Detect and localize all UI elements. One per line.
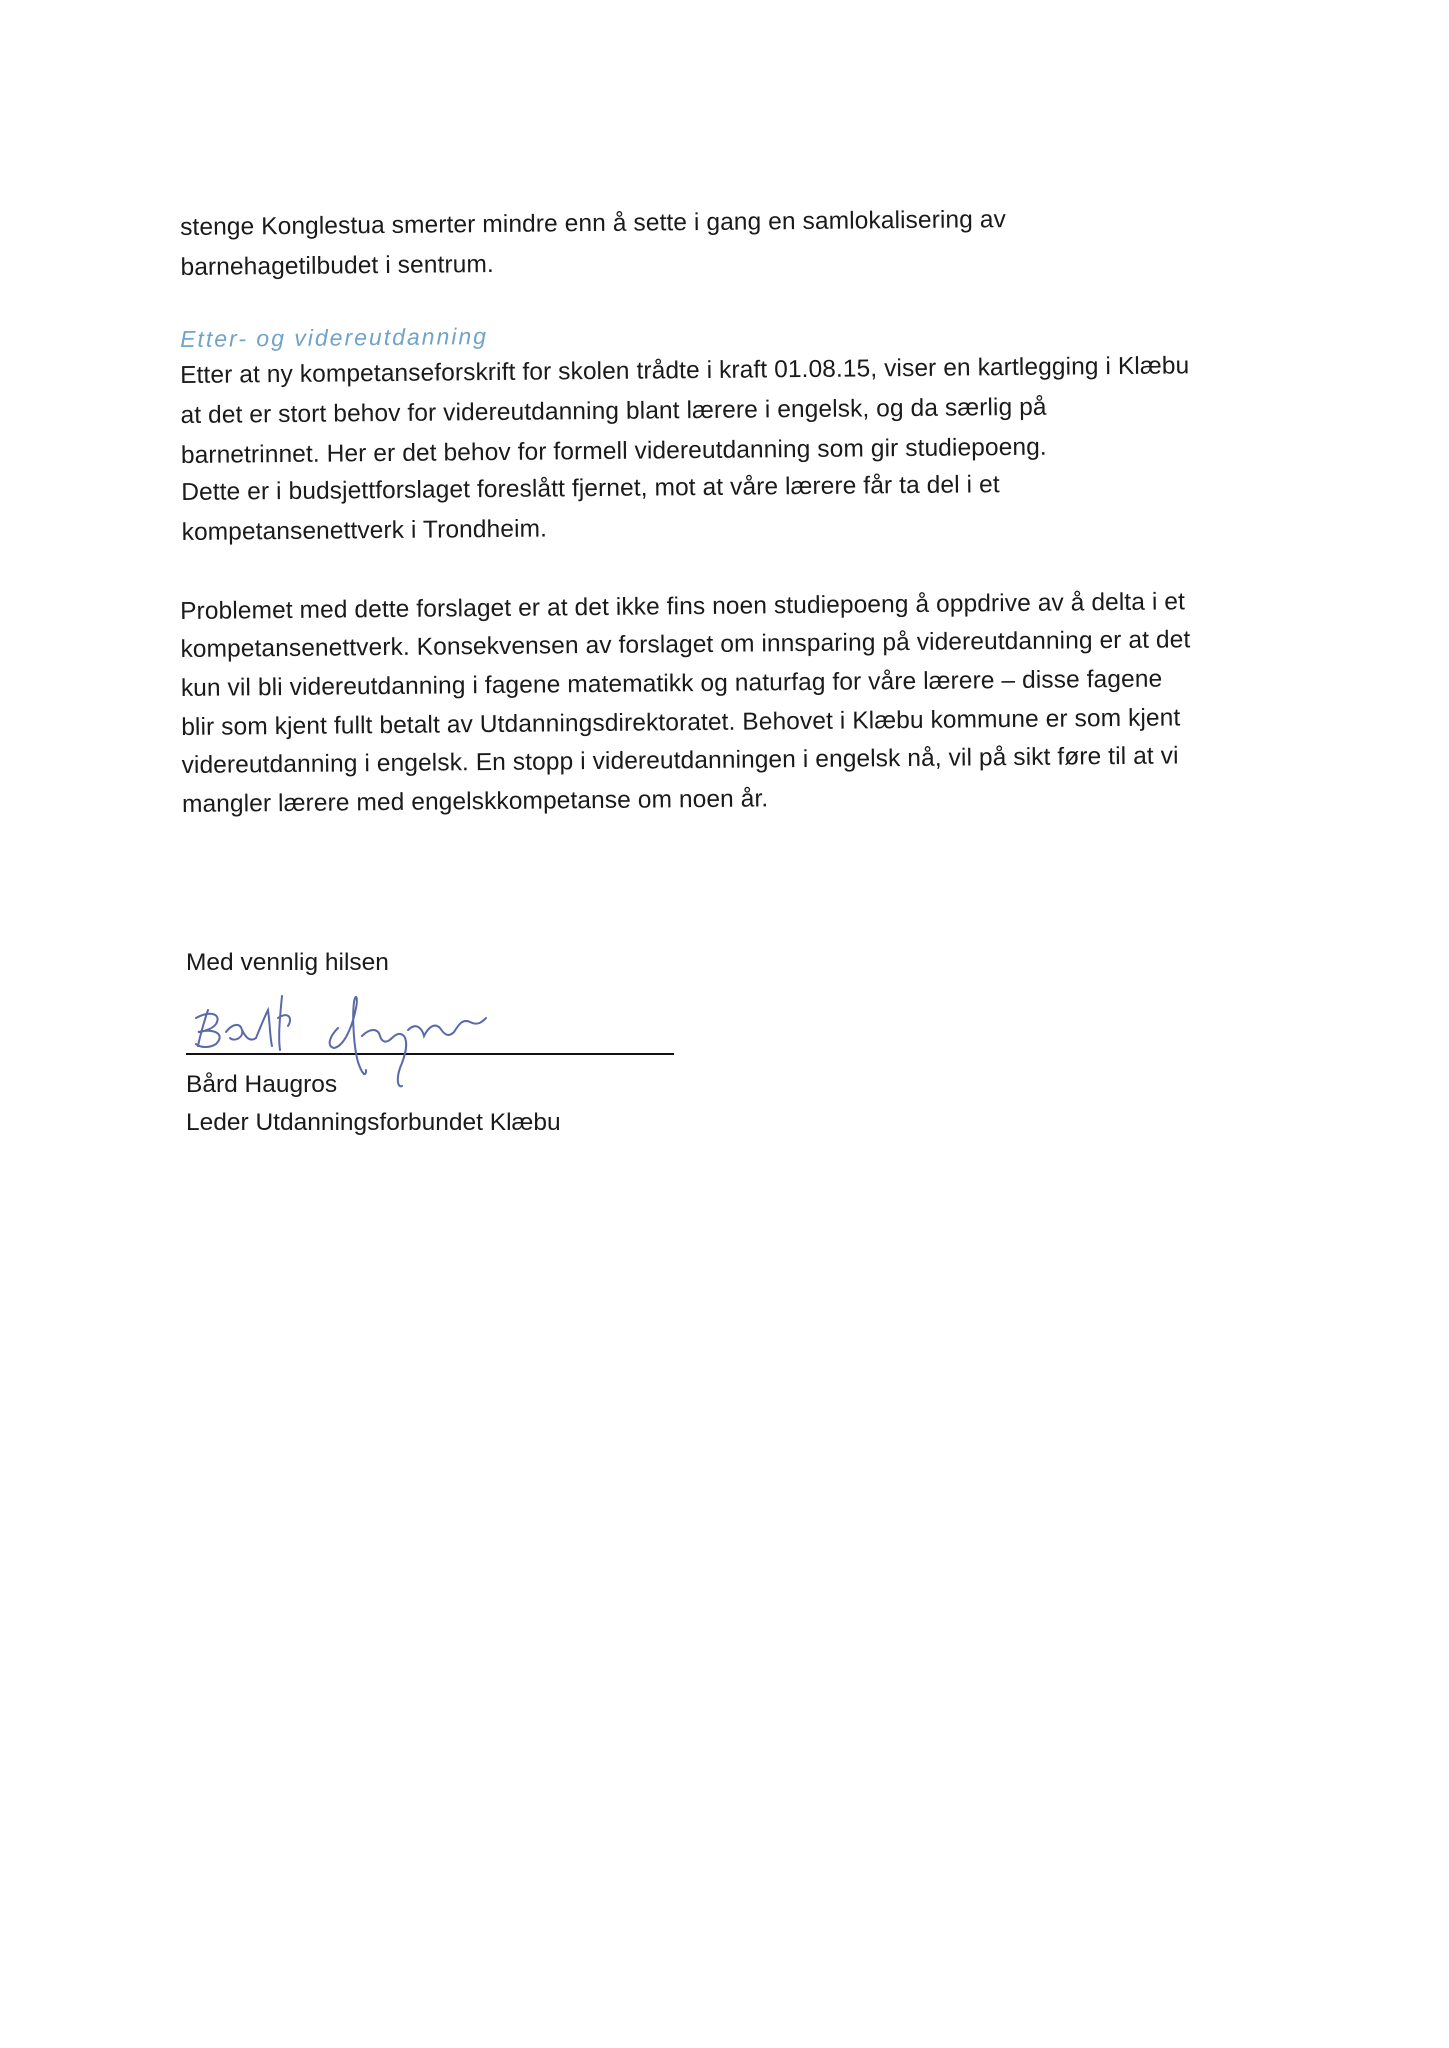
paragraph-2-line-3: kun vil bli videreutdanning i fagene matematikk og naturfag for våre lærere – disse fagene — [180, 665, 1163, 702]
intro-line-1: stenge Konglestua smerter mindre enn å sette i gang en samlokalisering av — [180, 206, 1007, 241]
paragraph-2-line-1: Problemet med dette forslaget er at det ikke fins noen studiepoeng å oppdrive av å delta i et — [180, 588, 1186, 625]
paragraph-1-line-2: at det er stort behov for videreutdanning blant lærere i engelsk, og da særlig på — [180, 393, 1047, 429]
closing-salutation: Med vennlig hilsen — [186, 949, 389, 976]
paragraph-1-line-5: kompetansenettverk i Trondheim. — [181, 515, 548, 546]
paragraph-2-line-5: videreutdanning i engelsk. En stopp i videreutdanningen i engelsk nå, vil på sikt føre til at vi — [181, 742, 1179, 779]
signer-name: Bård Haugros — [186, 1071, 338, 1098]
paragraph-1-line-3: barnetrinnet. Her er det behov for formell videreutdanning som gir studiepoeng. — [180, 433, 1047, 469]
intro-line-2: barnehagetilbudet i sentrum. — [180, 250, 494, 281]
section-heading: Etter- og videreutdanning — [180, 323, 489, 352]
paragraph-1-line-4: Dette er i budsjettforslaget foreslått fjernet, mot at våre lærere får ta del i et — [181, 471, 1000, 506]
paragraph-1-line-1: Etter at ny kompetanseforskrift for skolen trådte i kraft 01.08.15, viser en kartlegging i Klæbu — [180, 352, 1190, 389]
paragraph-2-line-4: blir som kjent fullt betalt av Utdanningsdirektoratet. Behovet i Klæbu kommune er som kjent — [181, 704, 1181, 741]
signature-block — [186, 948, 686, 1148]
signer-title: Leder Utdanningsforbundet Klæbu — [186, 1109, 561, 1136]
paragraph-2-line-6: mangler lærere med engelskkompetanse om noen år. — [181, 785, 769, 818]
paragraph-2-line-2: kompetansenettverk. Konsekvensen av forslaget om innsparing på videreutdanning er at det — [180, 626, 1191, 663]
